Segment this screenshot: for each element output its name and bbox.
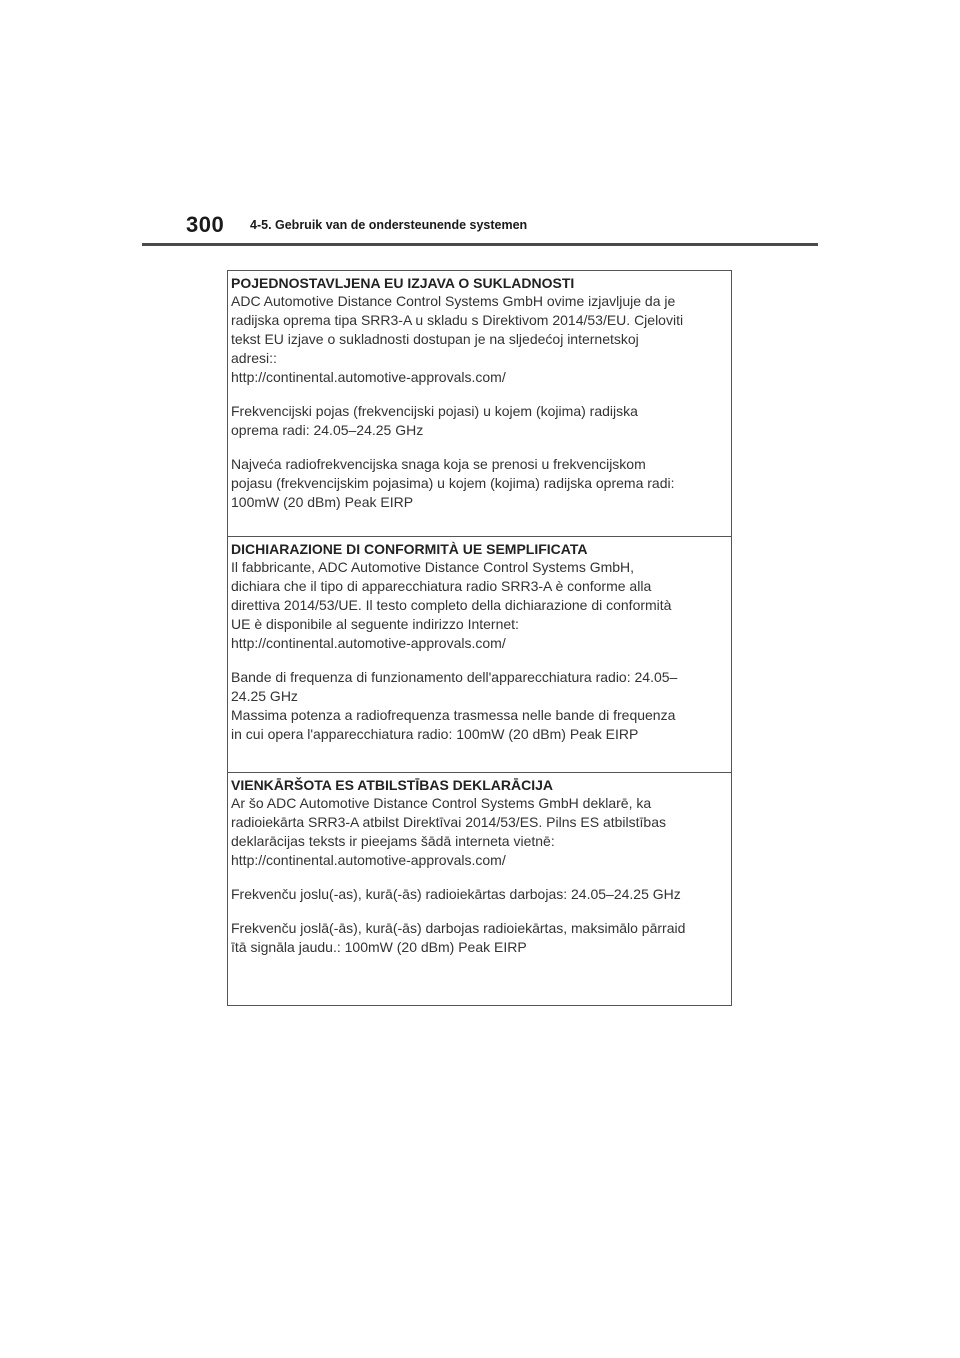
declaration-paragraph: Frekvenču joslu(-as), kurā(-ās) radioiekārtas darbojas: 24.05–24.25 GHz	[231, 886, 681, 902]
declaration-latvian	[228, 773, 731, 1005]
declaration-paragraph: Bande di frequenza di funzionamento dell'apparecchiatura radio: 24.05– 24.25 GHz Massima potenza a radiofrequenza trasmessa nelle bande di frequenza in cui opera l'apparecchiatura radio: 100mW (20 dBm) Peak EIRP	[231, 669, 678, 742]
declaration-croatian	[228, 271, 731, 537]
declaration-paragraph: Frekvencijski pojas (frekvencijski pojasi) u kojem (kojima) radijska oprema radi: 24.05–24.25 GHz	[231, 403, 638, 438]
declaration-paragraph: Ar šo ADC Automotive Distance Control Systems GmbH deklarē, ka radioiekārta SRR3-A atbilst Direktīvai 2014/53/ES. Pilns ES atbilstības deklarācijas teksts ir pieejams šādā interneta vietnē: http://continental.automotive-approvals.com/	[231, 795, 666, 868]
declaration-heading: DICHIARAZIONE DI CONFORMITÀ UE SEMPLIFICATA	[231, 541, 588, 557]
declaration-paragraph: ADC Automotive Distance Control Systems GmbH ovime izjavljuje da je radijska oprema tipa SRR3-A u skladu s Direktivom 2014/53/EU. Cjeloviti tekst EU izjave o sukladnosti dostupan je na sljedećoj internetskoj adresi:: http://continental.automotive-approvals.com/	[231, 293, 684, 385]
declarations-box	[227, 270, 732, 1006]
declaration-paragraph: Najveća radiofrekvencijska snaga koja se prenosi u frekvencijskom pojasu (frekvencijskim pojasima) u kojem (kojima) radijska oprema radi: 100mW (20 dBm) Peak EIRP	[231, 456, 675, 510]
page-number: 300	[186, 212, 225, 237]
declaration-italian	[228, 537, 731, 773]
page-header	[0, 0, 960, 250]
section-title: 4-5. Gebruik van de ondersteunende systemen	[250, 218, 528, 232]
declaration-heading: VIENKĀRŠOTA ES ATBILSTĪBAS DEKLARĀCIJA	[231, 777, 554, 793]
header-divider	[142, 243, 818, 246]
declaration-paragraph: Il fabbricante, ADC Automotive Distance Control Systems GmbH, dichiara che il tipo di apparecchiatura radio SRR3-A è conforme alla direttiva 2014/53/UE. Il testo completo della dichiarazione di conformità UE è disponibile al seguente indirizzo Internet: http://continental.automotive-approvals.com/	[231, 559, 672, 651]
declaration-paragraph: Frekvenču joslā(-ās), kurā(-ās) darbojas radioiekārtas, maksimālo pārraid ītā signāla jaudu.: 100mW (20 dBm) Peak EIRP	[231, 920, 686, 955]
declaration-heading: POJEDNOSTAVLJENA EU IZJAVA O SUKLADNOSTI	[231, 275, 575, 291]
